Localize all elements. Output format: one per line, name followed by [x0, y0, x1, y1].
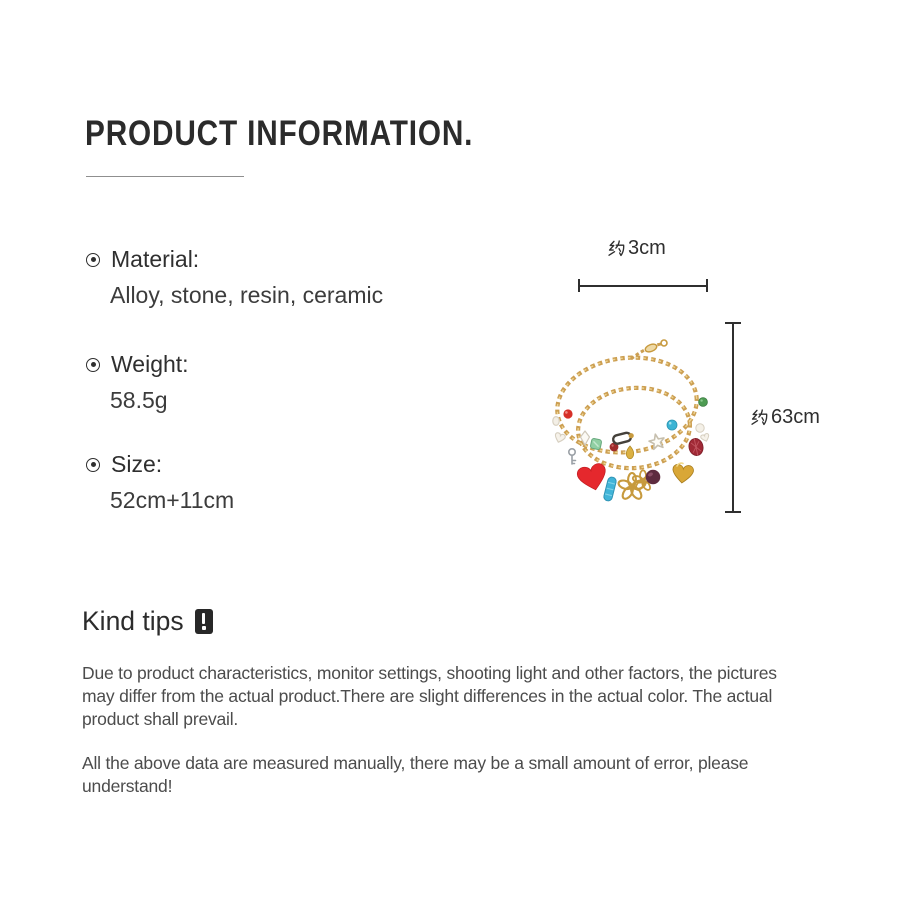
product-photo	[547, 331, 729, 521]
spec-value: 52cm+11cm	[110, 487, 235, 513]
width-measure-tick-left	[578, 279, 580, 292]
charm-necklace-illustration	[547, 331, 729, 516]
length-measure-line	[732, 322, 734, 512]
width-measure-tick-right	[706, 279, 708, 292]
length-measure-label	[750, 406, 820, 429]
spec-material	[86, 246, 383, 309]
approx-cjk-glyph	[607, 239, 626, 258]
spec-label: Weight:	[111, 351, 189, 377]
page-title: PRODUCT INFORMATION.	[85, 114, 474, 153]
title-underline	[86, 176, 244, 177]
spec-weight	[86, 351, 189, 414]
width-measure-label	[607, 237, 666, 260]
bullet-icon	[86, 253, 100, 267]
tips-paragraph: Due to product characteristics, monitor settings, shooting light and other factors, the pictures may differ from the actual product.There are slight differences in the actual color. The actual product shall prevail.	[82, 663, 777, 729]
tips-heading: Kind tips	[82, 606, 184, 636]
tips-paragraph: All the above data are measured manually, there may be a small amount of error, please understand!	[82, 753, 749, 796]
width-value: 3cm	[628, 237, 666, 259]
exclamation-box-icon	[195, 609, 213, 634]
spec-label: Size:	[111, 451, 163, 477]
bullet-icon	[86, 358, 100, 372]
spec-label: Material:	[111, 246, 200, 272]
length-value: 63cm	[771, 406, 820, 428]
tips-heading-row	[82, 606, 213, 637]
bullet-icon	[86, 458, 100, 472]
length-measure-tick-top	[725, 322, 741, 324]
width-measure-line	[578, 285, 708, 287]
spec-size	[86, 451, 234, 514]
approx-cjk-glyph	[750, 408, 769, 427]
spec-value: 58.5g	[110, 387, 168, 413]
spec-value: Alloy, stone, resin, ceramic	[110, 282, 384, 308]
